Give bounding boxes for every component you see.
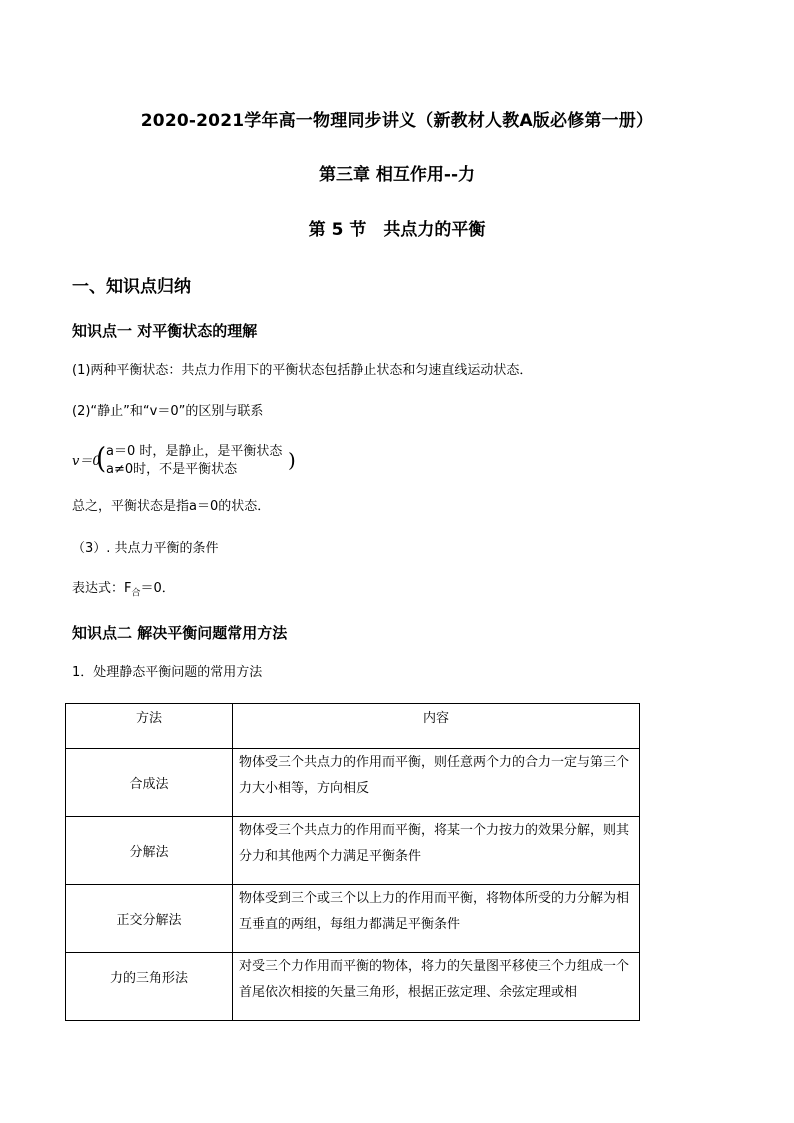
content-cell: 物体受到三个或三个以上力的作用而平衡，将物体所受的力分解为相互垂直的两组，每组力都满足平衡条件 (233, 885, 640, 953)
part-heading: 一、知识点归纳 (72, 277, 191, 297)
knowledge-point-1-heading: 知识点一 对平衡状态的理解 (72, 322, 258, 340)
content-cell: 对受三个力作用而平衡的物体，将力的矢量图平移使三个力组成一个首尾依次相接的矢量三角形，根据正弦定理、余弦定理或相 (233, 953, 640, 1021)
paragraph-equilibrium-condition: （3）. 共点力平衡的条件 (72, 541, 219, 556)
header-method: 方法 (66, 704, 233, 749)
cases-lhs: v＝0 (72, 454, 101, 469)
method-cell: 分解法 (66, 817, 233, 885)
header-content: 内容 (233, 704, 640, 749)
case-2: a≠0时，不是平衡状态 (106, 462, 238, 477)
content-cell: 物体受三个共点力的作用而平衡，将某一个力按力的效果分解，则其分力和其他两个力满足平衡条件 (233, 817, 640, 885)
table-row (66, 817, 640, 885)
expression-prefix: 表达式：F (72, 581, 132, 596)
expression-suffix: ＝0． (140, 581, 175, 596)
knowledge-point-2-heading: 知识点二 解决平衡问题常用方法 (72, 624, 288, 642)
case-1: a＝0 时，是静止，是平衡状态 (106, 444, 283, 459)
section-title: 第 5 节 共点力的平衡 (308, 220, 486, 240)
paragraph-rest-vs-zero-velocity: (2)“静止”和“v＝0”的区别与联系 (72, 404, 264, 419)
equilibrium-expression (72, 580, 175, 603)
chapter-title: 第三章 相互作用--力 (318, 165, 476, 185)
left-brace: ( (96, 442, 107, 476)
methods-subheading: 1．处理静态平衡问题的常用方法 (72, 665, 263, 680)
paragraph-equilibrium-states: (1)两种平衡状态：共点力作用下的平衡状态包括静止状态和匀速直线运动状态． (72, 363, 533, 378)
expression-subscript: 合 (131, 588, 141, 599)
table-row (66, 885, 640, 953)
content-cell: 物体受三个共点力的作用而平衡，则任意两个力的合力一定与第三个力大小相等，方向相反 (233, 749, 640, 817)
table-header-row (66, 704, 640, 749)
method-cell: 正交分解法 (66, 885, 233, 953)
method-cell: 力的三角形法 (66, 953, 233, 1021)
table-row (66, 953, 640, 1021)
methods-table (65, 703, 640, 1021)
paragraph-summary: 总之，平衡状态是指a＝0的状态． (72, 499, 271, 514)
table-row (66, 749, 640, 817)
document-title: 2020-2021学年高一物理同步讲义（新教材人教A版必修第一册） (140, 111, 654, 131)
method-cell: 合成法 (66, 749, 233, 817)
right-brace: ) (288, 448, 296, 472)
